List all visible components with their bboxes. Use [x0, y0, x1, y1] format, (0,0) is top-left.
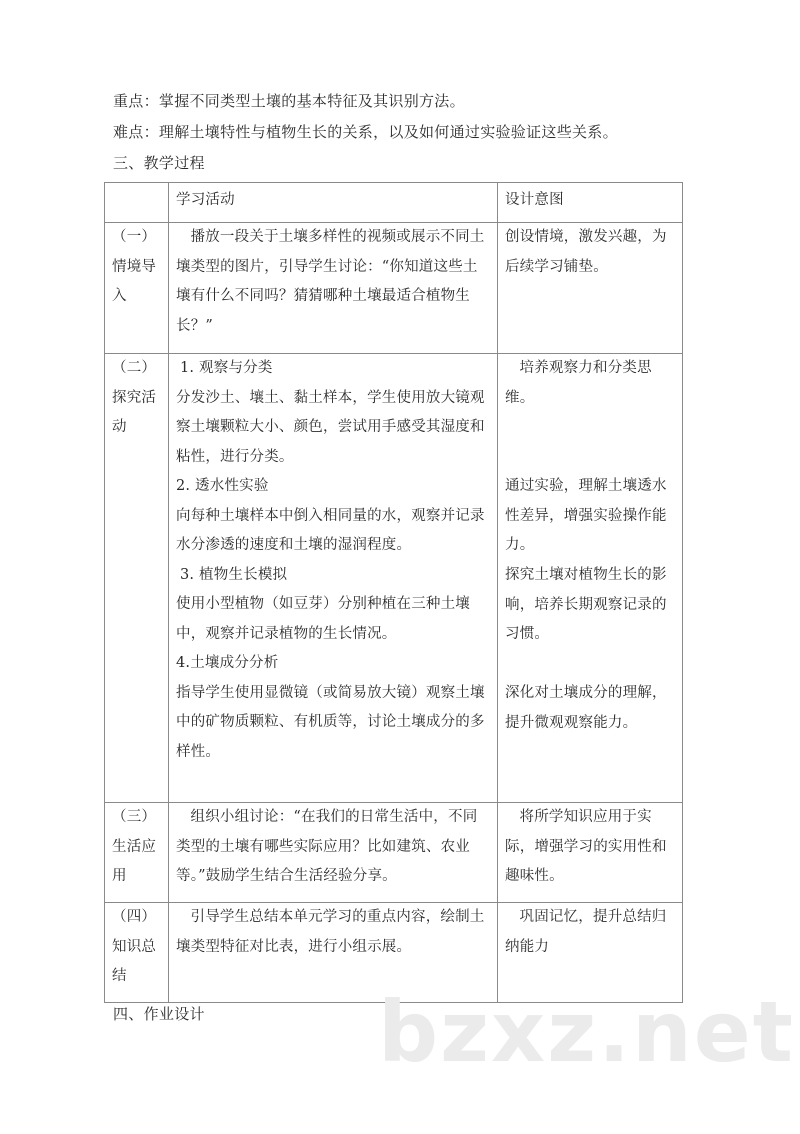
- step-title: 2. 透水性实验: [176, 478, 269, 494]
- watermark: bzxz.net: [378, 983, 795, 1081]
- stage-name: 情境导: [112, 258, 157, 275]
- intent-cell: 巩固记忆，提升总结归纳能力: [498, 903, 683, 1003]
- stage-name: 生活应: [112, 838, 157, 855]
- teaching-process-table: [104, 182, 683, 1003]
- intent-cell: [498, 354, 683, 803]
- step-body: 使用小型植物（如豆芽）分别种植在三种土壤中，观察并记录植物的生长情况。: [176, 596, 470, 642]
- step-body: 分发沙土、壤土、黏土样本，学生使用放大镜观察土壤颗粒大小、颜色，尝试用手感受其湿度和粘性，进行分类。: [176, 389, 485, 465]
- stage-name: 动: [112, 419, 127, 435]
- difficult-point: 难点：理解土壤特性与植物生长的关系，以及如何通过实验验证这些关系。: [113, 123, 618, 141]
- intent-cell: 将所学知识应用于实际，增强学习的实用性和趣味性。: [498, 803, 683, 903]
- table-row: [105, 223, 683, 354]
- activity-cell: 引导学生总结本单元学习的重点内容，绘制土壤类型特征对比表，进行小组示展。: [169, 903, 498, 1003]
- stage-name: 用: [112, 868, 127, 884]
- stage-cell: [105, 354, 169, 803]
- stage-cell: [105, 223, 169, 354]
- stage-cell: [105, 803, 169, 903]
- stage-number: （四）: [112, 909, 157, 925]
- stage-cell: [105, 903, 169, 1003]
- table-row: [105, 803, 683, 903]
- intent-cell: 创设情境，激发兴趣，为后续学习铺垫。: [498, 223, 683, 354]
- step-body: 指导学生使用显微镜（或简易放大镜）观察土壤中的矿物质颗粒、有机质等，讨论土壤成分的多样性。: [176, 684, 485, 760]
- key-point: 重点：掌握不同类型土壤的基本特征及其识别方法。: [113, 92, 465, 110]
- step-intent: 通过实验，理解土壤透水性差异，增强实验操作能力。: [505, 478, 667, 553]
- step-intent: 探究土壤对植物生长的影响，培养长期观察记录的习惯。: [505, 567, 667, 642]
- activity-cell: 播放一段关于土壤多样性的视频或展示不同土壤类型的图片，引导学生讨论：“你知道这些土壤有什么不同吗？猜猜哪种土壤最适合植物生长？”: [169, 223, 498, 354]
- stage-number: （二）: [112, 360, 157, 376]
- section-four-heading: 四、作业设计: [113, 1005, 205, 1023]
- stage-name: 结: [112, 968, 127, 984]
- step-title: 3. 植物生长模拟: [180, 566, 288, 583]
- table-row: [105, 354, 683, 803]
- activity-cell: [169, 354, 498, 803]
- step-intent: 培养观察力和分类思维。: [505, 360, 652, 406]
- stage-name: 探究活: [112, 389, 157, 406]
- step-body: 向每种土壤样本中倒入相同量的水，观察并记录水分渗透的速度和土壤的湿润程度。: [176, 507, 485, 553]
- stage-number: （三）: [112, 809, 157, 825]
- step-title: 4.土壤成分分析: [176, 655, 279, 671]
- header-activity: 学习活动: [169, 183, 498, 223]
- step-title: 1. 观察与分类: [180, 360, 273, 376]
- stage-name: 入: [112, 288, 127, 304]
- header-intent: 设计意图: [498, 183, 683, 223]
- activity-cell: 组织小组讨论：“在我们的日常生活中，不同类型的土壤有哪些实际应用？比如建筑、农业等。”鼓励学生结合生活经验分享。: [169, 803, 498, 903]
- section-three-heading: 三、教学过程: [113, 154, 205, 172]
- step-intent: 深化对土壤成分的理解，提升微观观察能力。: [505, 685, 667, 731]
- table-header-row: [105, 183, 683, 223]
- stage-number: （一）: [112, 229, 157, 245]
- stage-name: 知识总: [112, 938, 157, 955]
- header-stage: [105, 183, 169, 223]
